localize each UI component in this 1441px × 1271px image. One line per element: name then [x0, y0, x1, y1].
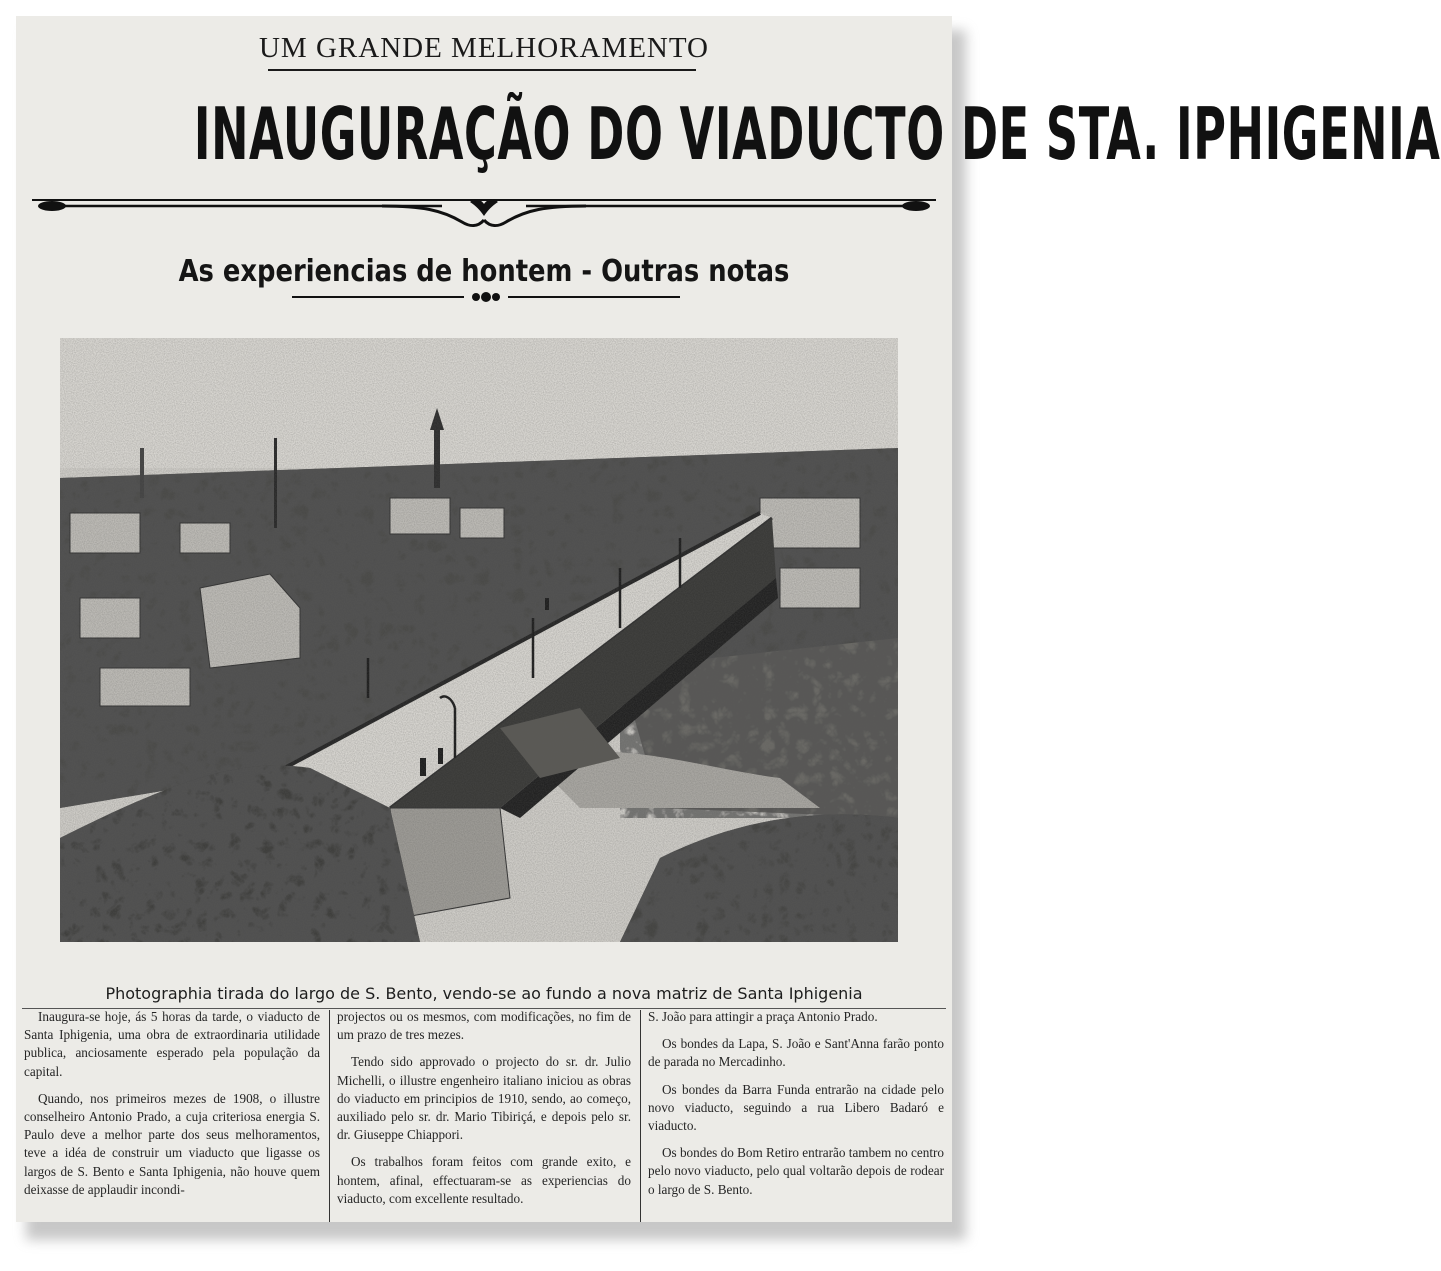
kicker-heading: UM GRANDE MELHORAMENTO [258, 32, 710, 64]
article-paragraph: Inaugura-se hoje, ás 5 horas da tarde, o viaducto de Santa Iphigenia, uma obra de extraordinaria utilidade publica, anciosamente esperado pela população da capital. [24, 1009, 320, 1079]
photo-caption: Photographia tirada do largo de S. Bento, vendo-se ao fundo a nova matriz de Santa Iphigenia [105, 984, 863, 1003]
column-divider [329, 1010, 330, 1222]
newspaper-page [16, 16, 1441, 1222]
article-column-1 [24, 1008, 320, 1222]
article-columns [22, 1008, 946, 1222]
article-paragraph: Os trabalhos foram feitos com grande exito, e hontem, afinal, effectuaram-se as experiencias do viaducto, com excellente resultado. [337, 1154, 631, 1206]
scroll-ornament-divider [22, 196, 946, 236]
article-paragraph: Tendo sido approvado o projecto do sr. dr. Julio Michelli, o illustre engenheiro italiano iniciou as obras do viaducto em principios de 1910, sendo, ao começo, auxiliado pelo sr. dr. Mario Tibiriçá, e depois pelo sr. dr. Giuseppe Chiappori. [337, 1054, 631, 1143]
article-paragraph: Quando, nos primeiros mezes de 1908, o illustre conselheiro Antonio Prado, a cuja criteriosa energia S. Paulo deve a melhor parte dos seus melhoramentos, teve a idéa de construir um viaducto que ligasse os largos de S. Bento e Santa Iphigenia, não houve quem deixasse de applaudir incondi- [24, 1090, 320, 1197]
article-column-3 [648, 1008, 944, 1222]
article-paragraph: S. João para attingir a praça Antonio Prado. [648, 1009, 878, 1024]
subheadline: As experiencias de hontem - Outras notas [178, 254, 790, 289]
article-column-2 [337, 1008, 631, 1222]
article-paragraph: Os bondes da Lapa, S. João e Sant'Anna farão ponto de parada no Mercadinho. [648, 1036, 944, 1070]
kicker-underline [268, 69, 696, 71]
article-paragraph: Os bondes do Bom Retiro entrarão tambem no centro pelo novo viaducto, pelo qual voltarão depois de rodear o largo de S. Bento. [648, 1145, 944, 1197]
dots-divider [286, 290, 686, 304]
main-headline: INAUGURAÇÃO DO VIADUCTO DE STA. IPHIGENIA [193, 92, 1441, 176]
article-paragraph: Os bondes da Barra Funda entrarão na cidade pelo novo viaducto, seguindo a rua Libero Badaró e viaducto. [648, 1081, 944, 1134]
viaduct-photograph [60, 338, 898, 942]
article-paragraph: projectos ou os mesmos, com modificações, no fim de um prazo de tres mezes. [337, 1009, 631, 1043]
column-divider [640, 1010, 641, 1222]
